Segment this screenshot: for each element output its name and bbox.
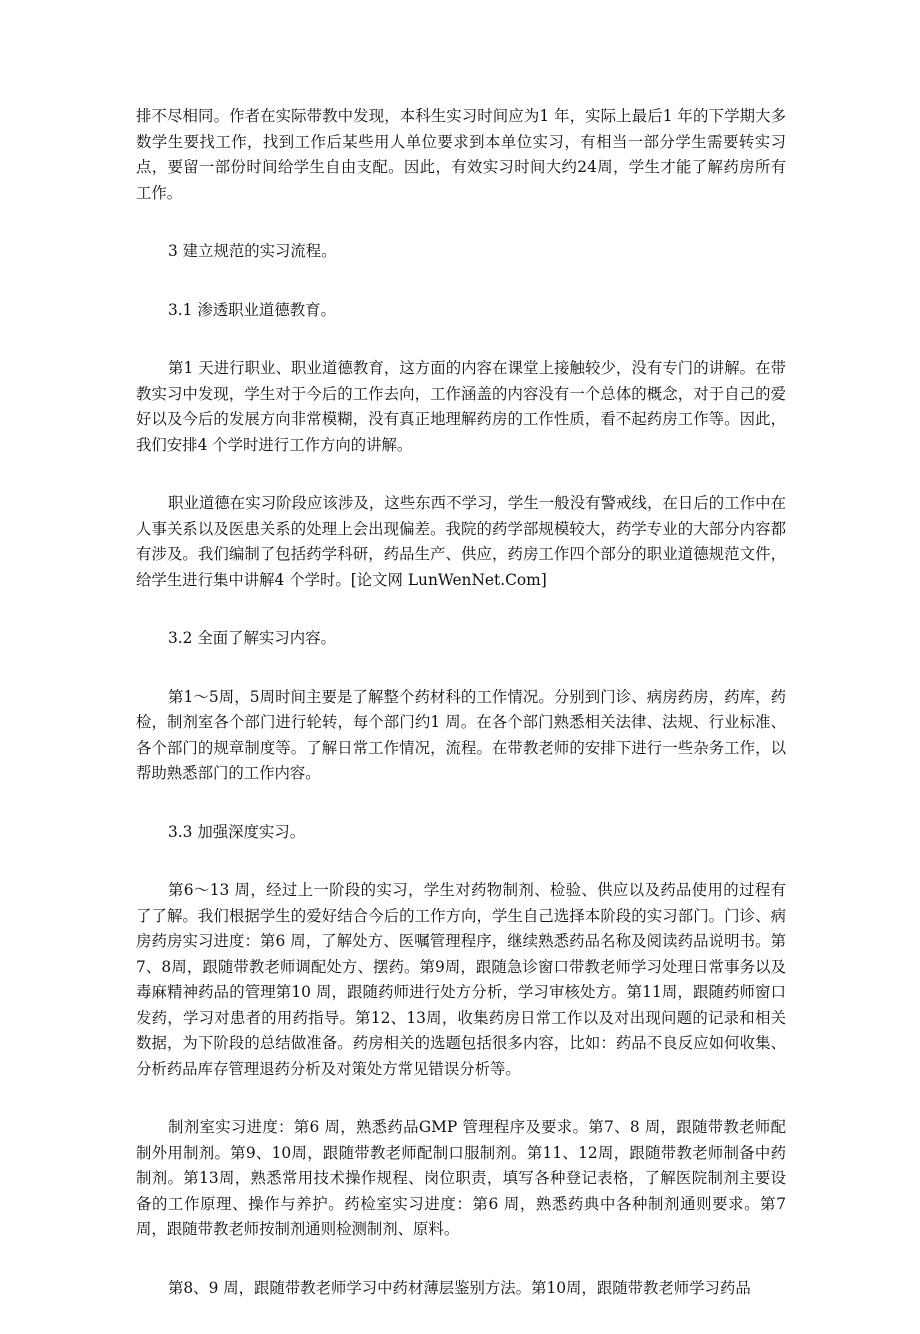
section-heading-3-3: 3.3 加强深度实习。 xyxy=(168,822,306,841)
paragraph-preparation-room: 制剂室实习进度：第6 周，熟悉药品GMP 管理程序及要求。第7、8 周，跟随带教老师配制外用制剂。第9、10周，跟随带教老师配制口服制剂。第11、12周，跟随带教老师制备中药制剂。第13周，熟悉常用技术操作规程、岗位职责，填写各种登记表格，了解医院制剂主要设备的工作原理、操作与养护。药检室实习进度：第6 周，熟悉药典中各种制剂通则要求。第7 周，跟随带教老师按制剂通则检测制剂、原料。 xyxy=(136,1118,786,1238)
section-heading-3: 3 建立规范的实习流程。 xyxy=(168,242,337,260)
paragraph-weeks-1-5: 第1～5周，5周时间主要是了解整个药材科的工作情况。分别到门诊、病房药房，药库，药检，制剂室各个部门进行轮转，每个部门约1 周。在各个部门熟悉相关法律、法规、行业标准、各个部门的规章制度等。了解日常工作情况，流程。在带教老师的安排下进行一些杂务工作，以帮助熟悉部门的工作内容。 xyxy=(136,687,786,782)
paragraph-weeks-8-9: 第8、9 周，跟随带教老师学习中药材薄层鉴别方法。第10周，跟随带教老师学习药品 xyxy=(168,1278,751,1297)
document-body xyxy=(136,104,786,1334)
section-heading-3-1: 3.1 渗透职业道德教育。 xyxy=(168,300,336,319)
paragraph-professional-ethics: 职业道德在实习阶段应该涉及，这些东西不学习，学生一般没有警戒线，在日后的工作中在人事关系以及医患关系的处理上会出现偏差。我院的药学部规模较大，药学专业的大部分内容都有涉及。我们编制了包括药学科研，药品生产、供应，药房工作四个部分的职业道德规范文件，给学生进行集中讲解4 个学时。[论文网 LunWenNet.Com] xyxy=(136,494,786,589)
paragraph-weeks-6-13: 第6～13 周，经过上一阶段的实习，学生对药物制剂、检验、供应以及药品使用的过程有了了解。我们根据学生的爱好结合今后的工作方向，学生自己选择本阶段的实习部门。门诊、病房药房实习进度：第6 周，了解处方、医嘱管理程序，继续熟悉药品名称及阅读药品说明书。第7、8周，跟随带教老师调配处方、摆药。第9周，跟随急诊窗口带教老师学习处理日常事务以及毒麻精神药品的管理第10 周，跟随药师进行处方分析，学习审核处方。第11周，跟随药师窗口发药，学习对患者的用药指导。第12、13周，收集药房日常工作以及对出现问题的记录和相关数据，为下阶段的总结做准备。药房相关的选题包括很多内容，比如：药品不良反应如何收集、分析药品库存管理退药分析及对策处方常见错误分析等。 xyxy=(136,881,786,1078)
paragraph-intro: 排不尽相同。作者在实际带教中发现，本科生实习时间应为1 年，实际上最后1 年的下学期大多数学生要找工作，找到工作后某些用人单位要求到本单位实习，有相当一部分学生需要转实习点，要留一部份时间给学生自由支配。因此，有效实习时间大约24周，学生才能了解药房所有工作。 xyxy=(136,107,786,202)
section-heading-3-2: 3.2 全面了解实习内容。 xyxy=(168,629,336,647)
paragraph-ethics-day1: 第1 天进行职业、职业道德教育，这方面的内容在课堂上接触较少，没有专门的讲解。在带教实习中发现，学生对于今后的工作去向，工作涵盖的内容没有一个总体的概念，对于自己的爱好以及今后的发展方向非常模糊，没有真正地理解药房的工作性质，看不起药房工作等。因此，我们安排4 个学时进行工作方向的讲解。 xyxy=(136,359,786,454)
